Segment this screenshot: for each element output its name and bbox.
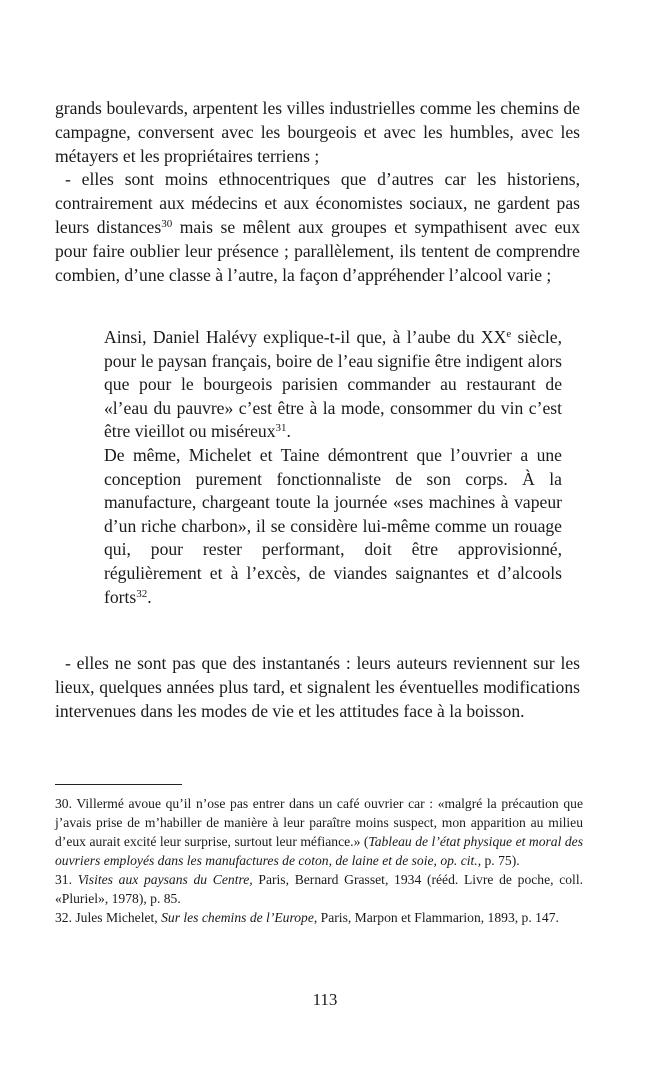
body-text-bottom [55, 652, 580, 723]
paragraph-snapshots [55, 652, 580, 723]
text-run: - elles ne sont pas que des instantanés : leurs auteurs reviennent sur les lieux, quelques années plus tard, et signalent les éventuelles modifications intervenues dans les modes de vie et les attitudes face à la boisson. [55, 653, 580, 721]
footnote-ref: 32 [136, 587, 148, 600]
text-run: - elles sont moins ethnocentriques que d’autres car les historiens, contrairement aux médecins et aux économistes sociaux, ne gardent pas leurs distances [55, 169, 580, 237]
text-run: . [286, 421, 291, 442]
text-run: mais se mêlent aux groupes et sympathisent avec eux pour faire oublier leur présence ; parallèlement, ils tentent de comprendre combien, d’une classe à l’autre, la façon d’appréhender l’alcool varie ; [55, 216, 580, 285]
italic-title: Sur les chemins de l’Europe [161, 910, 314, 925]
text-run: . [147, 586, 152, 607]
text-run: , Paris, Marpon et Flammarion, 1893, p. 147. [313, 910, 559, 925]
quote-paragraph-halevy [104, 326, 562, 444]
footnote-31 [55, 870, 583, 908]
footnotes [55, 794, 583, 927]
text-run: grands boulevards, arpentent les villes industrielles comme les chemins de campagne, conversent avec les bourgeois et avec les humbles, avec les métayers et les propriétaires terriens ; [55, 98, 580, 166]
page-number: 113 [312, 990, 338, 1009]
footnote-ref: 30 [161, 217, 173, 230]
footnote-32 [55, 908, 583, 927]
text-run: 30. Villermé avoue qu’il n’ose pas entrer dans un café ouvrier car : «malgré la précaution que j’avais prise de m’habiller de manière à leur paraître moins suspect, mon apparition au milieu d’eux aurait excité leur surprise, surtout leur méfiance.» ( [55, 796, 583, 849]
italic-title: Visites aux paysans du Centre, [77, 872, 253, 887]
text-run: Paris, Bernard Grasset, 1934 (rééd. Livre de poche, coll. «Pluriel», 1978), p. 85. [55, 872, 583, 906]
italic-title: Tableau de l’état physique et moral des ouvriers employés dans les manufactures de coton, de laine et de soie, op. cit. [55, 834, 584, 868]
footnote-30 [55, 794, 583, 870]
quote-paragraph-michelet [104, 444, 562, 609]
footnote-ref: e [506, 328, 512, 340]
body-text-top [55, 97, 580, 287]
text-run: , p. 75). [477, 853, 520, 868]
text-run: De même, Michelet et Taine démontrent que l’ouvrier a une conception purement fonctionnaliste de son corps. À la manufacture, chargeant toute la journée «ses machines à vapeur d’un riche charbon», il se considère lui-même comme un rouage qui, pour rester performant, doit être approvisionné, régulièrement et à l’excès, de viandes saignantes et d’alcools forts [104, 444, 562, 607]
footnote-separator [55, 784, 182, 785]
block-quote [104, 326, 562, 609]
text-run: 31. [55, 872, 78, 887]
text-run: 32. Jules Michelet, [55, 910, 162, 925]
footnote-ref: 31 [275, 422, 287, 435]
text-run: Ainsi, Daniel Halévy explique-t-il que, à l’aube du XX [104, 327, 507, 347]
paragraph-continuation [55, 97, 580, 168]
paragraph-ethnocentric [55, 168, 580, 287]
text-run: siècle, pour le paysan français, boire de l’eau signifie être indigent alors que pour le bourgeois parisien commander au restaurant de «l’eau du pauvre» c’est être à la mode, consommer du vin c’est être vieillot ou miséreux [104, 327, 562, 442]
